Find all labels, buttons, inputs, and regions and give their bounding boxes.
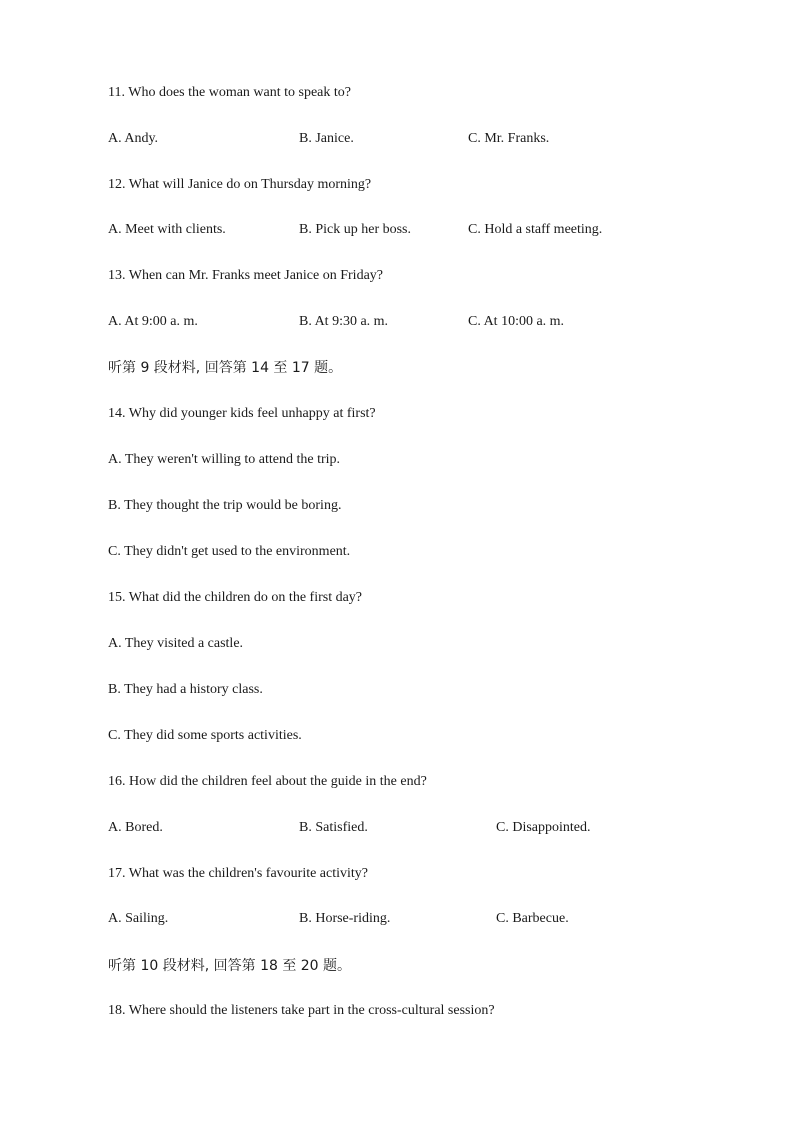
option-c: C. They did some sports activities. <box>108 728 302 743</box>
option-b: B. Satisfied. <box>299 820 368 835</box>
question-stem: 13. When can Mr. Franks meet Janice on Friday? <box>108 268 384 283</box>
option-row <box>108 313 708 331</box>
option-b: B. Janice. <box>299 131 354 146</box>
option-row <box>108 910 708 928</box>
section-heading: 听第 9 段材料, 回答第 14 至 17 题。 <box>108 360 343 376</box>
option-c: C. Barbecue. <box>496 911 569 926</box>
question-stem: 15. What did the children do on the first day? <box>108 590 363 605</box>
option-b: B. Horse-riding. <box>299 911 391 926</box>
question-stem: 17. What was the children's favourite activity? <box>108 866 369 881</box>
option-row <box>108 819 708 837</box>
option-c: C. Hold a staff meeting. <box>468 222 603 237</box>
option-a: A. They weren't willing to attend the trip. <box>108 452 341 467</box>
option-c: C. They didn't get used to the environment. <box>108 544 351 559</box>
option-b: B. At 9:30 a. m. <box>299 314 389 329</box>
option-a: A. Andy. <box>108 131 159 146</box>
question-stem: 18. Where should the listeners take part in the cross-cultural session? <box>108 1003 495 1018</box>
option-a: A. Meet with clients. <box>108 222 226 237</box>
option-b: B. Pick up her boss. <box>299 222 411 237</box>
option-a: A. At 9:00 a. m. <box>108 314 198 329</box>
option-b: B. They thought the trip would be boring. <box>108 498 342 513</box>
option-c: C. Mr. Franks. <box>468 131 550 146</box>
option-b: B. They had a history class. <box>108 682 263 697</box>
question-stem: 11. Who does the woman want to speak to? <box>108 85 352 100</box>
option-row <box>108 130 708 148</box>
section-heading: 听第 10 段材料, 回答第 18 至 20 题。 <box>108 958 352 974</box>
question-stem: 14. Why did younger kids feel unhappy at first? <box>108 406 376 421</box>
option-a: A. Sailing. <box>108 911 169 926</box>
option-row <box>108 221 708 239</box>
option-a: A. They visited a castle. <box>108 636 244 651</box>
option-c: C. Disappointed. <box>496 820 591 835</box>
question-stem: 16. How did the children feel about the guide in the end? <box>108 774 427 789</box>
option-a: A. Bored. <box>108 820 163 835</box>
option-c: C. At 10:00 a. m. <box>468 314 565 329</box>
question-stem: 12. What will Janice do on Thursday morning? <box>108 177 372 192</box>
